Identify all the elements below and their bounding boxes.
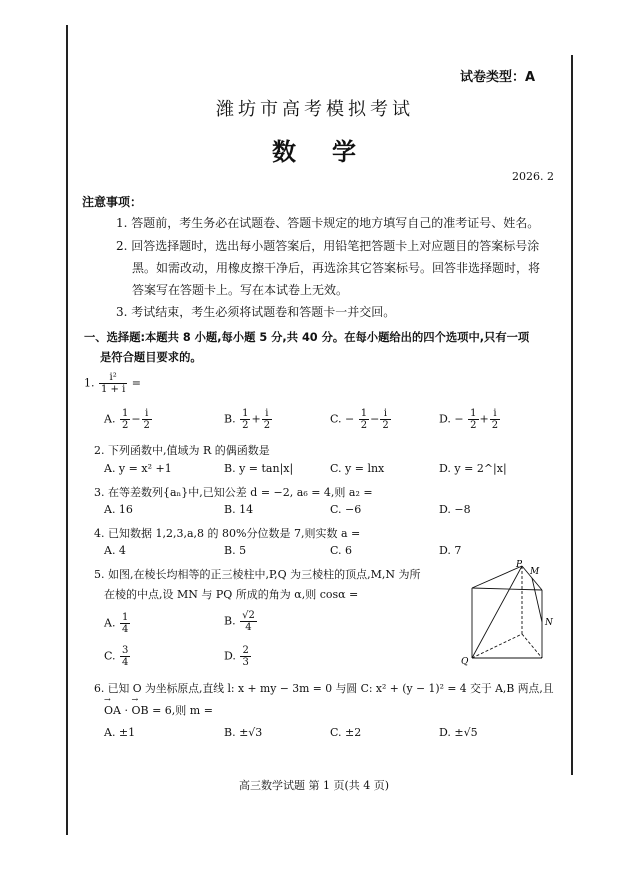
notice-item-2-line3: 答案写在答题卡上。写在本试卷上无效。	[132, 283, 349, 297]
stem-tail: = 6,则 m =	[148, 704, 213, 717]
fraction	[240, 610, 257, 633]
denominator: 1 + i	[101, 384, 126, 395]
q6-option-b[interactable]: B. ±√3	[224, 726, 263, 739]
equals-sign: =	[131, 376, 142, 390]
q1-option-c[interactable]	[330, 408, 392, 431]
q6-option-c[interactable]: C. ±2	[330, 726, 362, 739]
notice-item-2	[116, 237, 539, 254]
fraction	[120, 612, 130, 635]
denominator: 2	[242, 420, 249, 431]
numerator: √2	[242, 610, 255, 621]
prism-figure	[460, 558, 560, 668]
question-5-stem: 5. 如图,在棱长均相等的正三棱柱中,P,Q 为三棱柱的顶点,M,N 为所	[94, 568, 421, 581]
right-binding-line	[571, 55, 573, 775]
question-2-stem: 2. 下列函数中,值域为 R 的偶函数是	[94, 444, 270, 457]
option-label: D. −	[439, 412, 464, 426]
section-heading: 一、选择题:本题共 8 小题,每小题 5 分,共 40 分。在每小题给出的四个选项中,只有一项	[84, 331, 530, 344]
notice-item-2-line2: 黑。如需改动，用橡皮擦干净后，再选涂其它答案标号。回答非选择题时，将	[132, 261, 541, 275]
notice-item-text: 答题前，考生务必在试题卷、答题卡规定的地方填写自己的准考证号、姓名。	[131, 216, 540, 230]
notice-item-text: 考试结束，考生必须将试题卷和答题卡一并交回。	[131, 305, 396, 319]
fraction	[468, 408, 478, 431]
fraction	[262, 408, 272, 431]
fraction	[490, 408, 500, 431]
denominator: 4	[121, 624, 129, 635]
denominator: 2	[143, 420, 150, 431]
fraction	[380, 408, 390, 431]
option-label: B.	[224, 614, 236, 628]
denominator: 2	[382, 420, 389, 431]
section-heading-line2: 是符合题目要求的。	[100, 351, 202, 364]
exam-date: 2026. 2	[512, 170, 554, 183]
operator: +	[251, 412, 261, 426]
numerator: i	[142, 408, 152, 420]
denominator: 2	[470, 420, 477, 431]
denominator: 4	[122, 657, 129, 668]
question-5-stem-line2: 在棱的中点,设 MN 与 PQ 所成的角为 α,则 cosα =	[104, 588, 359, 601]
denominator: 2	[360, 420, 368, 431]
q6-option-a[interactable]: A. ±1	[104, 726, 136, 739]
prism-hidden-edge	[472, 634, 522, 658]
q4-option-a[interactable]: A. 4	[104, 544, 126, 557]
q3-option-c[interactable]: C. −6	[330, 503, 362, 516]
notice-item-text: 回答选择题时，选出每小题答案后，用铅笔把答题卡上对应题目的答案标号涂	[131, 239, 540, 253]
q6-option-d[interactable]: D. ±√5	[439, 726, 478, 739]
q2-option-a[interactable]: A. y = x² +1	[104, 462, 172, 475]
label-q: Q	[461, 657, 469, 667]
segment-pq	[472, 566, 522, 658]
option-label: B.	[224, 412, 236, 426]
fraction	[99, 372, 127, 395]
denominator: 3	[242, 657, 249, 668]
numerator: 1	[121, 612, 129, 623]
denominator: 4	[245, 622, 252, 633]
question-1-stem	[84, 372, 141, 395]
question-3-stem: 3. 在等差数列{aₙ}中,已知公差 d = −2, a₆ = 4,则 a₂ =	[94, 486, 373, 499]
fraction	[240, 645, 250, 668]
exam-title: 潍坊市高考模拟考试	[216, 99, 414, 120]
q2-option-c[interactable]: C. y = lnx	[330, 462, 385, 475]
q2-option-b[interactable]: B. y = tan|x|	[224, 462, 294, 475]
option-label: C.	[104, 649, 116, 663]
q5-option-a[interactable]	[104, 612, 131, 635]
question-number: 1.	[84, 376, 95, 390]
q3-option-a[interactable]: A. 16	[104, 503, 133, 516]
vector-ob: → OB	[131, 704, 148, 717]
q4-option-b[interactable]: B. 5	[224, 544, 247, 557]
notice-heading: 注意事项：	[82, 195, 143, 209]
option-label: C. −	[330, 412, 355, 426]
subject-title: 数 学	[272, 138, 362, 166]
numerator: i	[262, 408, 272, 420]
option-label: D.	[224, 649, 236, 663]
numerator: i	[490, 408, 500, 420]
q4-option-d[interactable]: D. 7	[439, 544, 462, 557]
numerator: 1	[360, 408, 368, 419]
q3-option-b[interactable]: B. 14	[224, 503, 254, 516]
numerator: 2	[242, 645, 249, 656]
notice-item-num: 3.	[116, 305, 128, 319]
operator: −	[131, 412, 141, 426]
notice-item-1	[116, 214, 539, 231]
question-6-stem-line2	[104, 702, 213, 718]
prism-edge	[472, 588, 542, 590]
numerator: i²	[99, 372, 127, 384]
fraction	[359, 408, 369, 431]
operator: −	[370, 412, 380, 426]
q1-option-a[interactable]	[104, 408, 153, 431]
question-6-stem: 6. 已知 O 为坐标原点,直线 l: x + my − 3m = 0 与圆 C: x² + (y − 1)² = 4 交于 A,B 两点,且	[94, 682, 554, 695]
option-label: A.	[104, 412, 116, 426]
prism-hidden-edge	[522, 634, 542, 658]
label-n: N	[545, 618, 553, 628]
q2-option-d[interactable]: D. y = 2^|x|	[439, 462, 507, 475]
paper-type: 试卷类型：A	[460, 70, 536, 85]
label-p: P	[516, 560, 523, 570]
denominator: 2	[121, 420, 129, 431]
vector-oa: → OA	[104, 704, 121, 717]
numerator: 1	[121, 408, 129, 419]
left-binding-line	[66, 25, 68, 835]
notice-item-3	[116, 303, 395, 320]
numerator: i	[380, 408, 390, 420]
operator: +	[479, 412, 489, 426]
q1-option-d[interactable]	[439, 408, 501, 431]
fraction	[120, 645, 130, 668]
q3-option-d[interactable]: D. −8	[439, 503, 471, 516]
option-label: A.	[104, 616, 116, 630]
q5-option-d[interactable]	[224, 645, 252, 668]
numerator: 3	[122, 645, 129, 656]
q4-option-c[interactable]: C. 6	[330, 544, 353, 557]
question-4-stem: 4. 已知数据 1,2,3,a,8 的 80%分位数是 7,则实数 a =	[94, 527, 361, 540]
denominator: 2	[263, 420, 271, 431]
numerator: 1	[242, 408, 249, 419]
denominator: 2	[491, 420, 499, 431]
q1-option-b[interactable]	[224, 408, 273, 431]
fraction	[142, 408, 152, 431]
prism-edge	[472, 566, 522, 588]
notice-item-num: 2.	[116, 239, 128, 253]
fraction	[120, 408, 130, 431]
dot-operator: ·	[120, 704, 132, 717]
fraction	[240, 408, 250, 431]
q5-option-c[interactable]	[104, 645, 131, 668]
notice-item-num: 1.	[116, 216, 128, 230]
q5-option-b[interactable]	[224, 610, 258, 633]
page-footer: 高三数学试题 第 1 页(共 4 页)	[239, 779, 390, 792]
label-m: M	[530, 567, 540, 577]
numerator: 1	[470, 408, 477, 419]
